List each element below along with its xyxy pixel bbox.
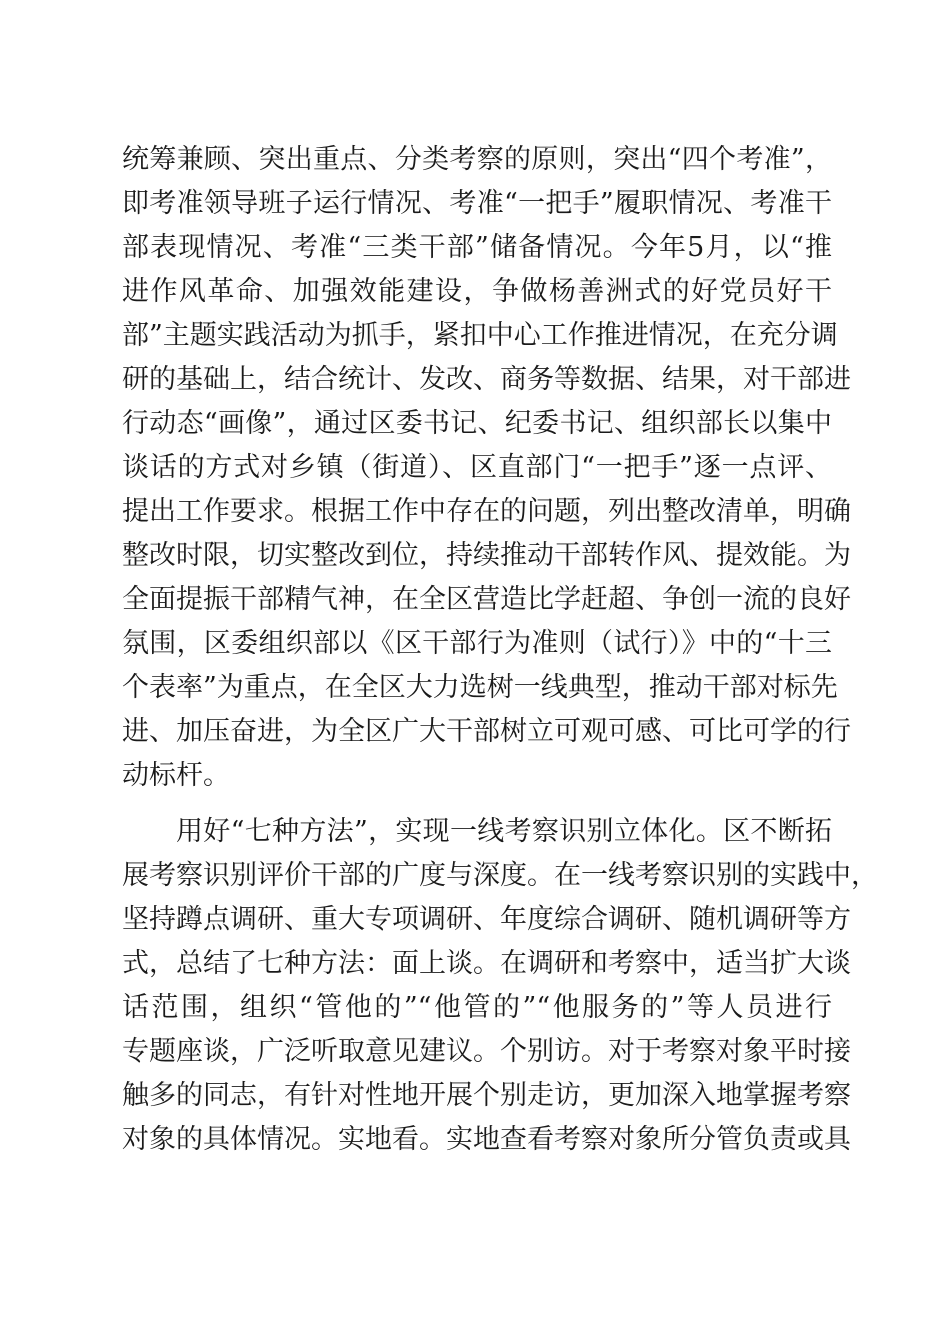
paragraph-line: 提出工作要求。根据工作中存在的问题，列出整改清单，明确 <box>122 496 851 527</box>
paragraph-line: 进作风革命、加强效能建设，争做杨善洲式的好党员好干 <box>122 276 832 307</box>
paragraph-line: 研的基础上，结合统计、发改、商务等数据、结果，对干部进 <box>122 364 851 395</box>
paragraph-line: 动标杆。 <box>122 760 230 791</box>
paragraph-2 <box>122 810 878 1162</box>
paragraph-line: 全面提振干部精气神，在全区营造比学赶超、争创一流的良好 <box>122 584 851 615</box>
paragraph-line: 即考准领导班子运行情况、考准“一把手”履职情况、考准干 <box>122 188 832 219</box>
paragraph-line: 坚持蹲点调研、重大专项调研、年度综合调研、随机调研等方 <box>122 904 851 935</box>
paragraph-line: 个表率”为重点，在全区大力选树一线典型，推动干部对标先 <box>122 672 838 703</box>
paragraph-line: 统筹兼顾、突出重点、分类考察的原则，突出“四个考准”， <box>122 144 832 175</box>
paragraph-line: 专题座谈，广泛听取意见建议。个别访。对于考察对象平时接 <box>122 1036 851 1067</box>
paragraph-line: 部表现情况、考准“三类干部”储备情况。今年5月，以“推 <box>122 232 832 263</box>
paragraph-line: 部”主题实践活动为抓手，紧扣中心工作推进情况，在充分调 <box>122 320 838 351</box>
paragraph-line: 话范围，组织“管他的”“他管的”“他服务的”等人员进行 <box>122 992 832 1023</box>
paragraph-1 <box>122 138 851 798</box>
paragraph-line: 整改时限，切实整改到位，持续推动干部转作风、提效能。为 <box>122 540 851 571</box>
paragraph-line: 谈话的方式对乡镇（街道）、区直部门“一把手”逐一点评、 <box>122 452 832 483</box>
paragraph-line: 对象的具体情况。实地看。实地查看考察对象所分管负责或具 <box>122 1124 851 1155</box>
paragraph-line: 触多的同志，有针对性地开展个别走访，更加深入地掌握考察 <box>122 1080 851 1111</box>
paragraph-line: 用好“七种方法”，实现一线考察识别立体化。区不断拓 <box>176 816 832 847</box>
paragraph-line: 展考察识别评价干部的广度与深度。在一线考察识别的实践中， <box>122 860 878 891</box>
paragraph-line: 氛围，区委组织部以《区干部行为准则（试行）》中的“十三 <box>122 628 832 659</box>
paragraph-line: 行动态“画像”，通过区委书记、纪委书记、组织部长以集中 <box>122 408 832 439</box>
paragraph-line: 进、加压奋进，为全区广大干部树立可观可感、可比可学的行 <box>122 716 851 747</box>
paragraph-line: 式，总结了七种方法：面上谈。在调研和考察中，适当扩大谈 <box>122 948 851 979</box>
